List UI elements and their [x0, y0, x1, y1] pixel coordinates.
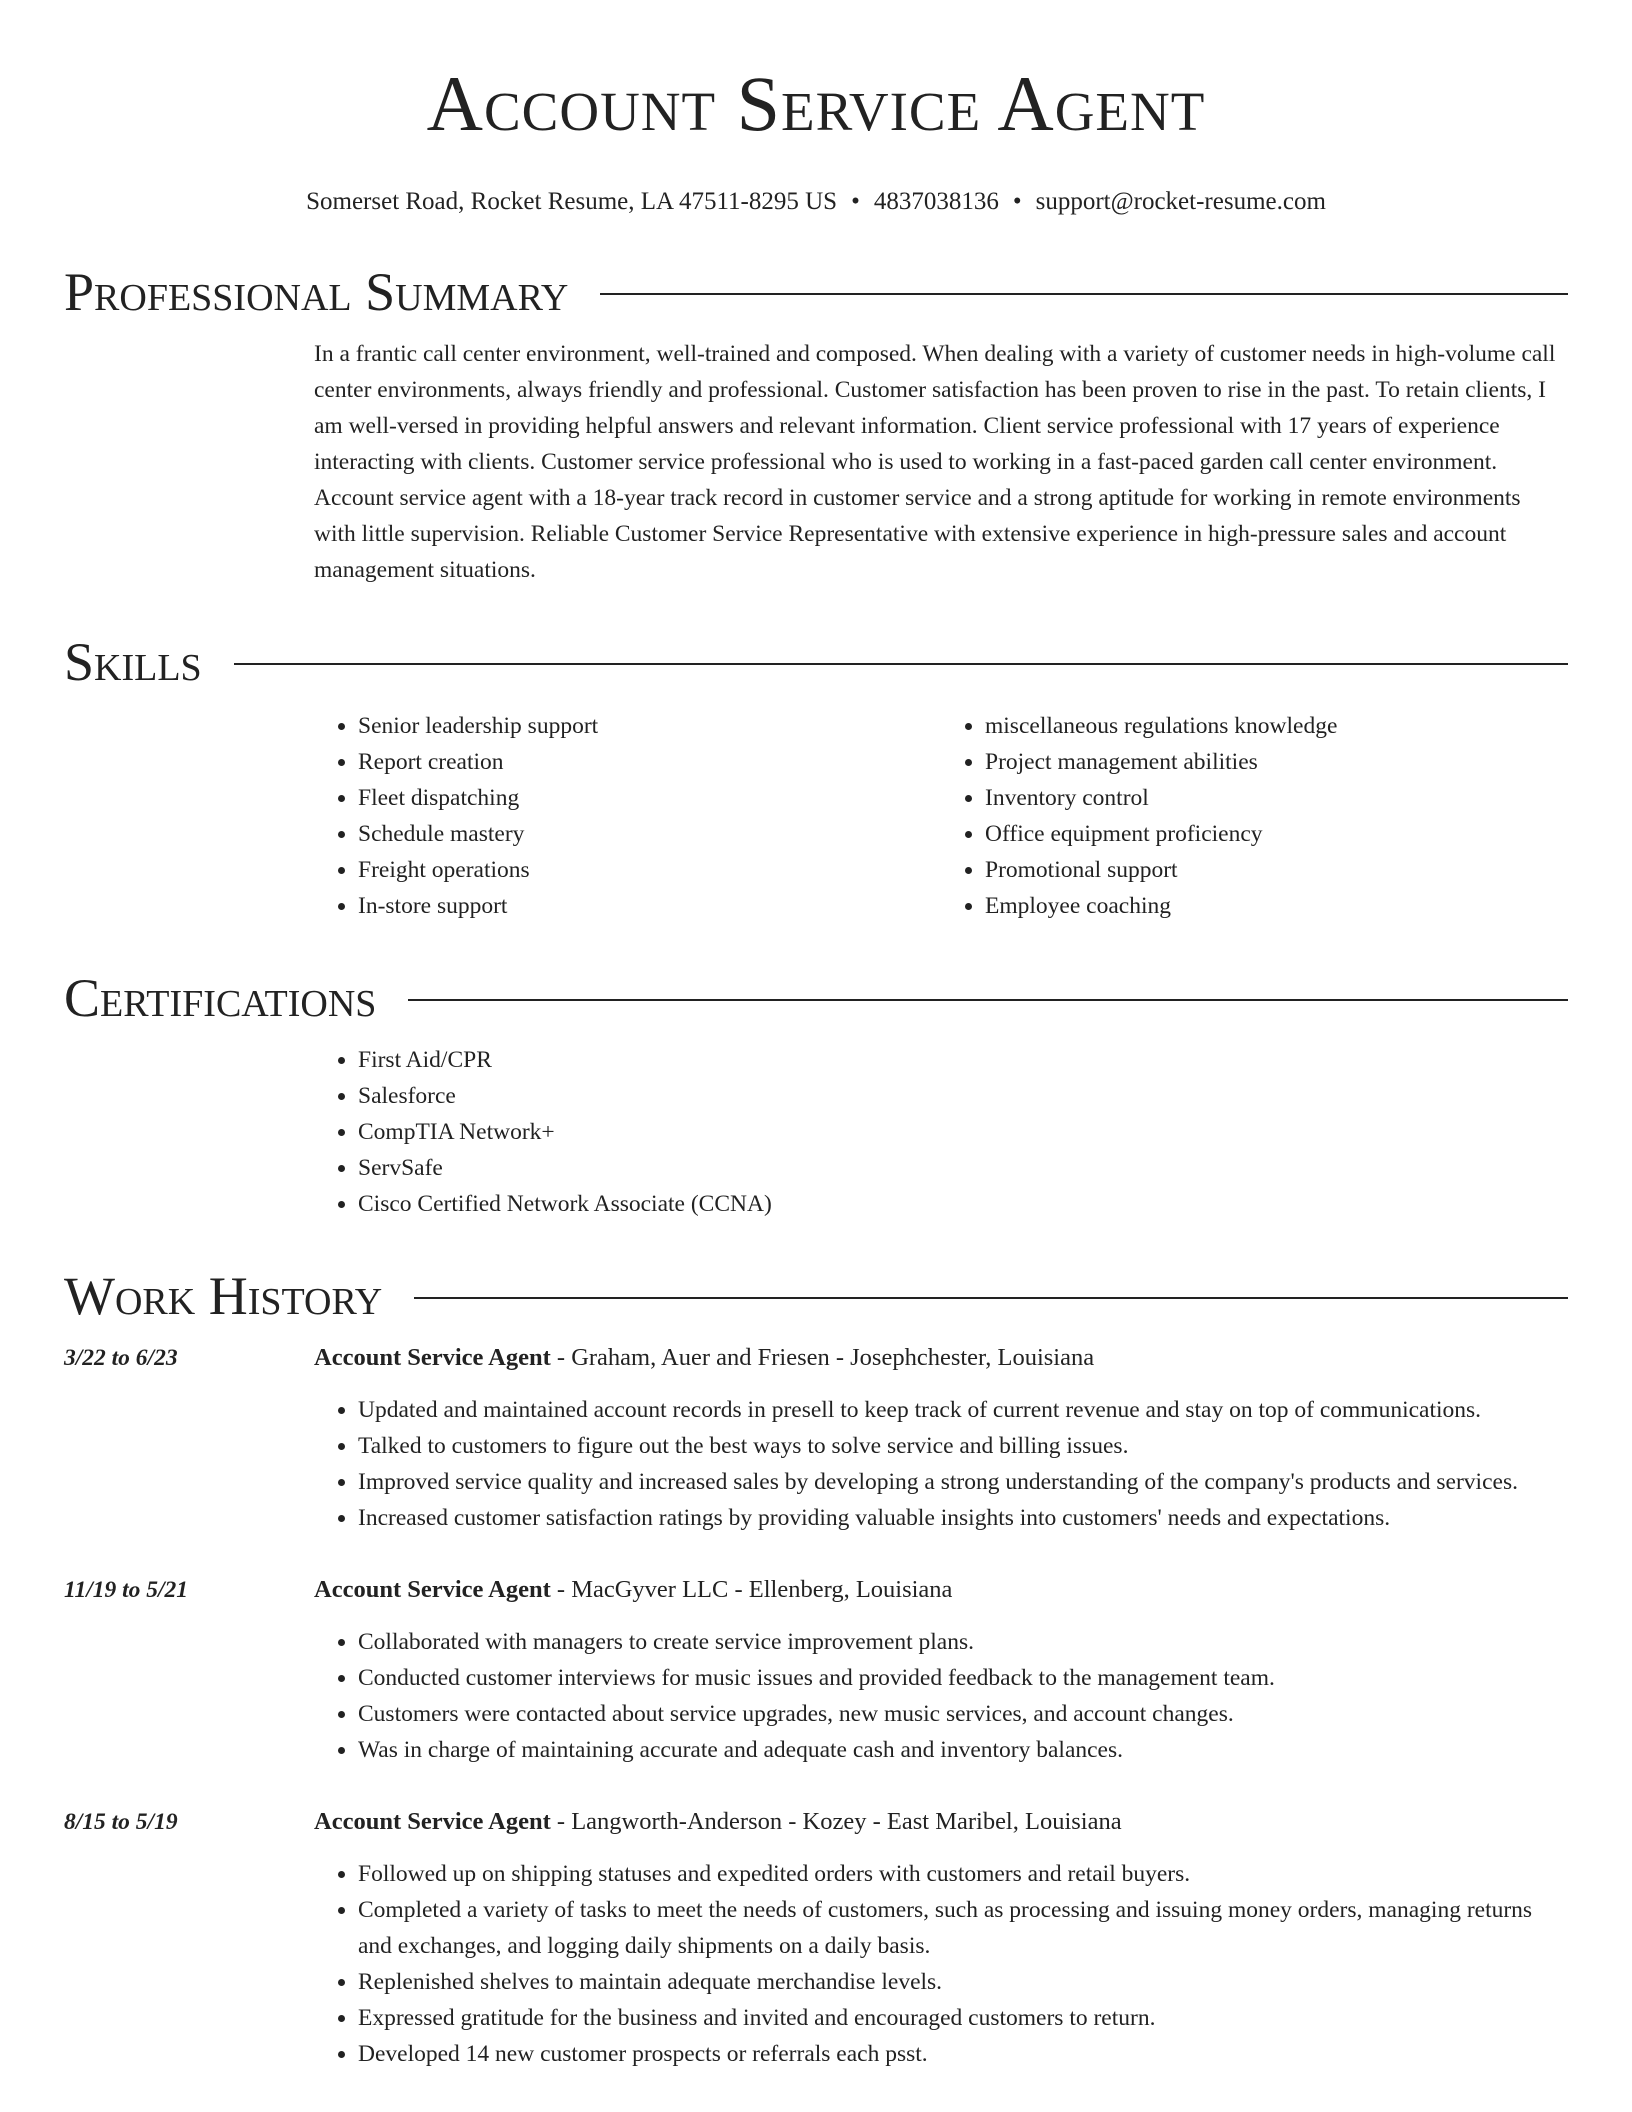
job-title: Account Service Agent: [314, 1576, 551, 1603]
job-dates: 3/22 to 6/23: [64, 1345, 178, 1371]
job-bullet: • Increased customer satisfaction ratings by providing valuable insights into customers' needs and expectations.: [358, 1500, 1568, 1536]
job-bullet: • Collaborated with managers to create service improvement plans.: [358, 1624, 1568, 1660]
job-bullet: • Talked to customers to figure out the best ways to solve service and billing issues.: [358, 1428, 1568, 1464]
job-bullets: [314, 1624, 1568, 1768]
job-bullets: [314, 1392, 1568, 1536]
certification-item: • Salesforce: [358, 1078, 1568, 1114]
job-bullet: • Improved service quality and increased sales by developing a strong understanding of the company's products and services.: [358, 1464, 1568, 1500]
skill-item: • Freight operations: [358, 852, 941, 888]
job-dates: 8/15 to 5/19: [64, 1809, 178, 1835]
resume-page: [64, 0, 1568, 2072]
section-divider: [414, 1297, 1568, 1299]
job-entry: [64, 1804, 1568, 2072]
contact-email: support@rocket-resume.com: [1035, 188, 1326, 215]
job-entry: [64, 1572, 1568, 1768]
job-bullets: [314, 1856, 1568, 2072]
skill-item: • In-store support: [358, 888, 941, 924]
summary-text: In a frantic call center environment, well-trained and composed. When dealing with a variety of customer needs in high-volume call center environments, always friendly and professional. Customer satisfaction has been proven to rise in the past. To retain clients, I am well-versed in providing helpful answers and relevant information. Client service professional with 17 years of experience interacting with clients. Customer service professional who is used to working in a fast-paced garden call center environment. Account service agent with a 18-year track record in customer service and a strong aptitude for working in remote environments with little supervision. Reliable Customer Service Representative with extensive experience in high-pressure sales and account management situations.: [314, 341, 1556, 583]
certification-item: • Cisco Certified Network Associate (CCNA): [358, 1186, 1568, 1222]
job-employer: - Graham, Auer and Friesen - Josephchester, Louisiana: [550, 1344, 1095, 1371]
certifications-section-header: [64, 970, 1568, 1026]
skills-list-right: [941, 708, 1568, 924]
job-title: Account Service Agent: [314, 1344, 551, 1371]
contact-phone: 4837038136: [873, 188, 999, 215]
job-employer: - MacGyver LLC - Ellenberg, Louisiana: [550, 1576, 953, 1603]
contact-address: Somerset Road, Rocket Resume, LA 47511-8295 US: [306, 188, 838, 215]
skills-list-left: [314, 708, 941, 924]
job-details: [314, 1572, 1568, 1768]
skill-item: • Inventory control: [985, 780, 1568, 816]
skill-item: • Project management abilities: [985, 744, 1568, 780]
job-details: [314, 1804, 1568, 2072]
skills-heading: Skills: [64, 632, 202, 692]
summary-section-header: [64, 264, 1568, 320]
job-bullet: • Expressed gratitude for the business and invited and encouraged customers to return.: [358, 2000, 1568, 2036]
skill-item: • Senior leadership support: [358, 708, 941, 744]
skill-item: • miscellaneous regulations knowledge: [985, 708, 1568, 744]
contact-separator: •: [851, 188, 860, 215]
skills-columns: [314, 708, 1568, 924]
section-divider: [408, 999, 1568, 1001]
job-bullet: • Conducted customer interviews for music issues and provided feedback to the management team.: [358, 1660, 1568, 1696]
job-title-line: [314, 1804, 1568, 1840]
certification-item: • CompTIA Network+: [358, 1114, 1568, 1150]
job-title-line: [314, 1340, 1568, 1376]
candidate-name: Account Service Agent: [426, 60, 1206, 147]
certifications-list: [314, 1042, 1568, 1222]
job-details: [314, 1340, 1568, 1536]
job-dates: 11/19 to 5/21: [64, 1577, 189, 1603]
summary-heading: Professional Summary: [64, 262, 569, 322]
skill-item: • Employee coaching: [985, 888, 1568, 924]
certifications-items: [314, 1042, 1568, 1222]
contact-line: [64, 186, 1568, 218]
job-entry: [64, 1340, 1568, 1536]
section-divider: [234, 663, 1568, 665]
job-bullet: • Was in charge of maintaining accurate and adequate cash and inventory balances.: [358, 1732, 1568, 1768]
skill-item: • Schedule mastery: [358, 816, 941, 852]
skill-item: • Promotional support: [985, 852, 1568, 888]
section-divider: [600, 293, 1568, 295]
skills-section-header: [64, 634, 1568, 690]
skill-item: • Fleet dispatching: [358, 780, 941, 816]
skill-item: • Report creation: [358, 744, 941, 780]
job-bullet: • Followed up on shipping statuses and expedited orders with customers and retail buyers.: [358, 1856, 1568, 1892]
job-title-line: [314, 1572, 1568, 1608]
work-heading: Work History: [64, 1266, 383, 1326]
job-title: Account Service Agent: [314, 1808, 551, 1835]
job-bullet: • Completed a variety of tasks to meet the needs of customers, such as processing and issuing money orders, managing returns and exchanges, and logging daily shipments on a daily basis.: [358, 1892, 1568, 1964]
certification-item: • ServSafe: [358, 1150, 1568, 1186]
job-bullet: • Replenished shelves to maintain adequate merchandise levels.: [358, 1964, 1568, 2000]
job-bullet: • Developed 14 new customer prospects or referrals each psst.: [358, 2036, 1568, 2072]
job-bullet: • Updated and maintained account records in presell to keep track of current revenue and stay on top of communications.: [358, 1392, 1568, 1428]
certifications-heading: Certifications: [64, 968, 377, 1028]
job-employer: - Langworth-Anderson - Kozey - East Maribel, Louisiana: [550, 1808, 1122, 1835]
job-bullet: • Customers were contacted about service upgrades, new music services, and account changes.: [358, 1696, 1568, 1732]
certification-item: • First Aid/CPR: [358, 1042, 1568, 1078]
contact-separator: •: [1012, 188, 1022, 215]
work-section-header: [64, 1268, 1568, 1324]
skill-item: • Office equipment proficiency: [985, 816, 1568, 852]
